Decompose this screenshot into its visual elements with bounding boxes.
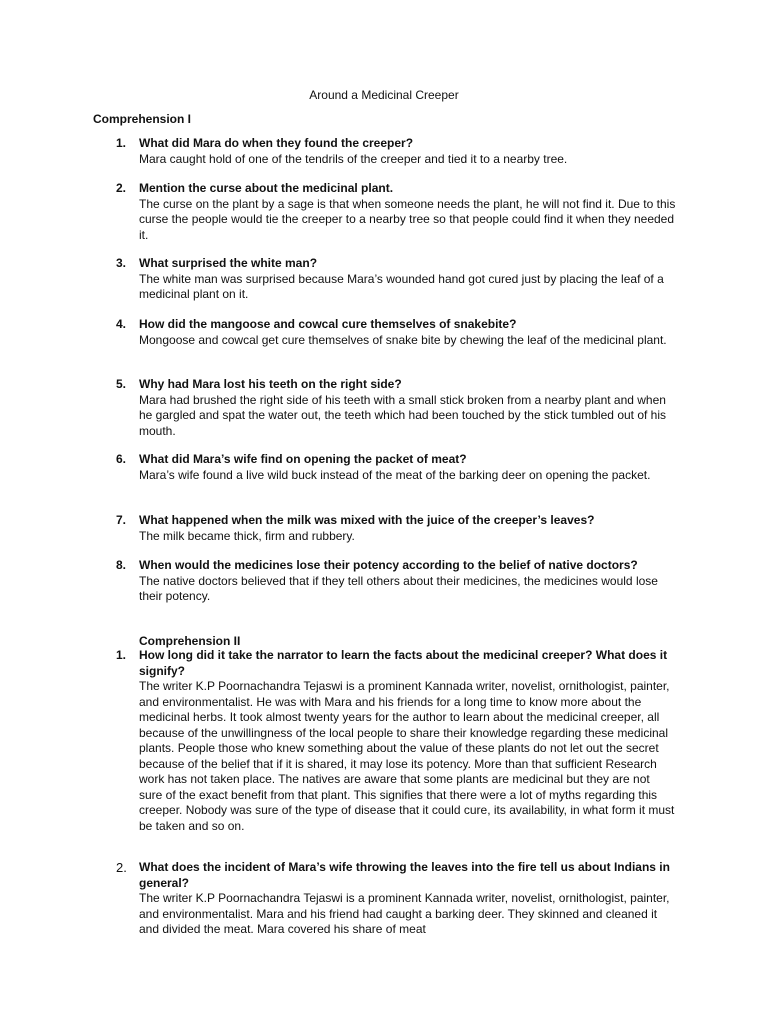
question-item [116,452,676,483]
question-number: 1. [116,648,127,662]
question-item [116,256,676,303]
answer-text: The curse on the plant by a sage is that when someone needs the plant, he will not find it. Due to this curse the people would tie the creeper to a nearby tree so that people could find it when they needed it. [139,196,676,242]
answer-text: The milk became thick, firm and rubbery. [139,528,355,543]
question-number: 2. [116,860,127,875]
question-item [116,317,676,348]
answer-text: Mara caught hold of one of the tendrils of the creeper and tied it to a nearby tree. [139,151,568,166]
answer-text: Mara had brushed the right side of his teeth with a small stick broken from a nearby plant and when he gargled and spat the water out, the teeth which had been touched by the stick tumbled out of his mouth. [139,392,667,438]
question-item [116,860,676,938]
question-text: What surprised the white man? [139,256,318,270]
question-number: 8. [116,558,127,572]
question-item [116,558,676,605]
question-text: When would the medicines lose their potency according to the belief of native doctors? [139,558,638,572]
answer-text: The native doctors believed that if they tell others about their medicines, the medicines would lose their potency. [139,573,658,603]
question-number: 7. [116,513,127,527]
question-text: Why had Mara lost his teeth on the right side? [139,377,402,391]
question-text: What did Mara’s wife find on opening the packet of meat? [139,452,467,466]
question-number: 2. [116,181,127,195]
answer-text: Mara’s wife found a live wild buck instead of the meat of the barking deer on opening the packet. [139,467,651,482]
question-number: 1. [116,136,127,150]
question-text: What did Mara do when they found the creeper? [139,136,414,150]
answer-text: Mongoose and cowcal get cure themselves of snake bite by chewing the leaf of the medicinal plant. [139,332,667,347]
question-text: Mention the curse about the medicinal plant. [139,181,394,195]
question-item [116,377,676,439]
question-item [116,136,676,167]
question-number: 3. [116,256,127,270]
section-heading-comprehension-1: Comprehension I [93,112,192,126]
question-item [116,648,676,834]
answer-text: The writer K.P Poornachandra Tejaswi is a prominent Kannada writer, novelist, ornithologist, painter, and environmentalist. Mara and his friend had caught a barking deer. They skinned and cleaned it and divided the meat. Mara covered his share of meat [139,891,670,936]
question-number: 4. [116,317,127,331]
answer-text: The white man was surprised because Mara’s wounded hand got cured just by placing the leaf of a medicinal plant on it. [139,271,664,301]
question-text: How long did it take the narrator to learn the facts about the medicinal creeper? What does it signify? [139,648,668,678]
question-item [116,181,676,243]
section-heading-comprehension-2: Comprehension II [139,634,241,648]
question-number: 6. [116,452,127,466]
question-number: 5. [116,377,127,391]
question-text: What happened when the milk was mixed with the juice of the creeper’s leaves? [139,513,595,527]
answer-text: The writer K.P Poornachandra Tejaswi is a prominent Kannada writer, novelist, ornithologist, painter, and environmentalist. He was with Mara and his friends for a long time to know more about the medicinal herbs. It took almost twenty years for the author to learn about the medicinal creeper, all because of the unwillingness of the local people to share their knowledge regarding these medicinal plants. People those who knew something about the value of these plants do not let out the secret because of the belief that if it is shared, it may lose its potency. More than that sufficient Research work has not taken place. The natives are aware that some plants are medicinal but they are not sure of the exact benefit from that plant. This signifies that there were a lot of myths regarding this creeper. Nobody was sure of the type of disease that it could cure, its availability, in what form it must be taken and so on. [139,679,675,833]
document-title: Around a Medicinal Creeper [309,88,459,102]
question-item [116,513,676,544]
question-text: What does the incident of Mara’s wife throwing the leaves into the fire tell us about Indians in general? [139,860,670,890]
question-text: How did the mangoose and cowcal cure themselves of snakebite? [139,317,517,331]
